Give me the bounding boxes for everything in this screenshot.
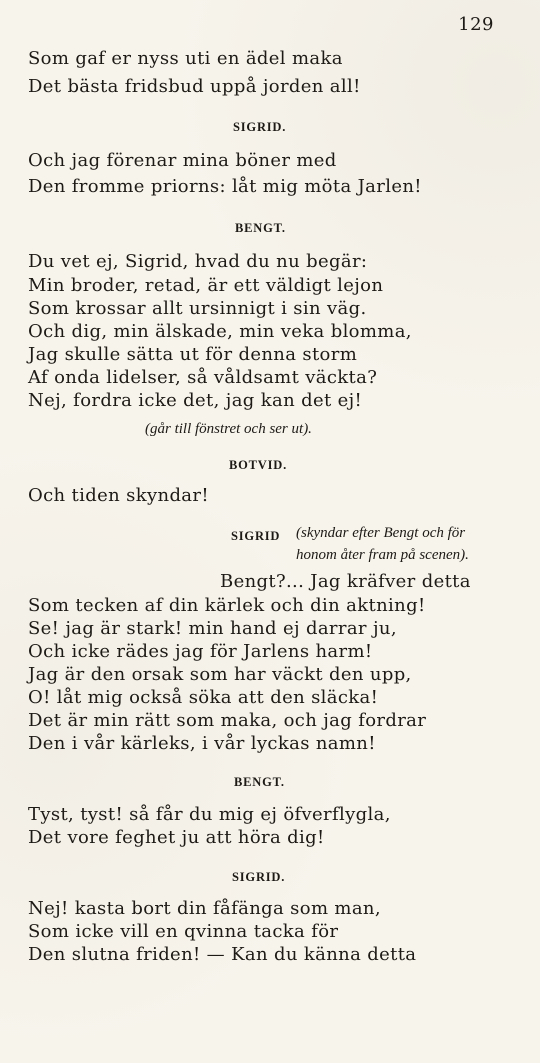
- verse-line: Den slutna friden! — Kan du känna detta: [28, 944, 417, 965]
- verse-line: Som gaf er nyss uti en ädel maka: [28, 48, 343, 69]
- verse-line: Och tiden skyndar!: [28, 485, 209, 506]
- speaker-label: BENGT.: [235, 221, 286, 235]
- verse-line: O! låt mig också söka att den släcka!: [28, 687, 379, 708]
- speaker-label: BENGT.: [234, 775, 285, 789]
- verse-line: Det vore feghet ju att höra dig!: [28, 827, 325, 848]
- verse-line: Som krossar allt ursinnigt i sin väg.: [28, 298, 367, 319]
- verse-line: Den i vår kärleks, i vår lyckas namn!: [28, 733, 376, 754]
- verse-line: Och jag förenar mina böner med: [28, 150, 337, 171]
- verse-line: Det är min rätt som maka, och jag fordrar: [28, 710, 427, 731]
- stage-direction: honom åter fram på scenen).: [296, 547, 469, 563]
- verse-line: Och dig, min älskade, min veka blomma,: [28, 321, 412, 342]
- verse-line: Se! jag är stark! min hand ej darrar ju,: [28, 618, 397, 639]
- verse-line: Och icke rädes jag för Jarlens harm!: [28, 641, 373, 662]
- page-number: 129: [458, 14, 494, 35]
- verse-line: Af onda lidelser, så våldsamt väckta?: [28, 367, 378, 388]
- speaker-label: BOTVID.: [229, 458, 288, 472]
- verse-line: Nej, fordra icke det, jag kan det ej!: [28, 390, 363, 411]
- verse-line: Nej! kasta bort din fåfänga som man,: [28, 898, 381, 919]
- verse-line: Bengt?... Jag kräfver detta: [220, 571, 471, 592]
- stage-direction: (skyndar efter Bengt och för: [296, 525, 466, 541]
- verse-line: Det bästa fridsbud uppå jorden all!: [28, 76, 361, 97]
- verse-line: Den fromme priorns: låt mig möta Jarlen!: [28, 176, 422, 197]
- verse-line: Som tecken af din kärlek och din aktning!: [28, 595, 426, 616]
- verse-line: Min broder, retad, är ett väldigt lejon: [28, 275, 384, 296]
- verse-line: Du vet ej, Sigrid, hvad du nu begär:: [28, 251, 368, 272]
- stage-direction: (går till fönstret och ser ut).: [145, 421, 312, 437]
- speaker-label: SIGRID.: [233, 120, 287, 134]
- verse-line: Jag är den orsak som har väckt den upp,: [28, 664, 412, 685]
- verse-line: Som icke vill en qvinna tacka för: [28, 921, 339, 942]
- speaker-label: SIGRID.: [232, 870, 286, 884]
- verse-line: Tyst, tyst! så får du mig ej öfverflygla,: [28, 804, 391, 825]
- verse-line: Jag skulle sätta ut för denna storm: [28, 344, 358, 365]
- speaker-label: SIGRID: [231, 529, 281, 543]
